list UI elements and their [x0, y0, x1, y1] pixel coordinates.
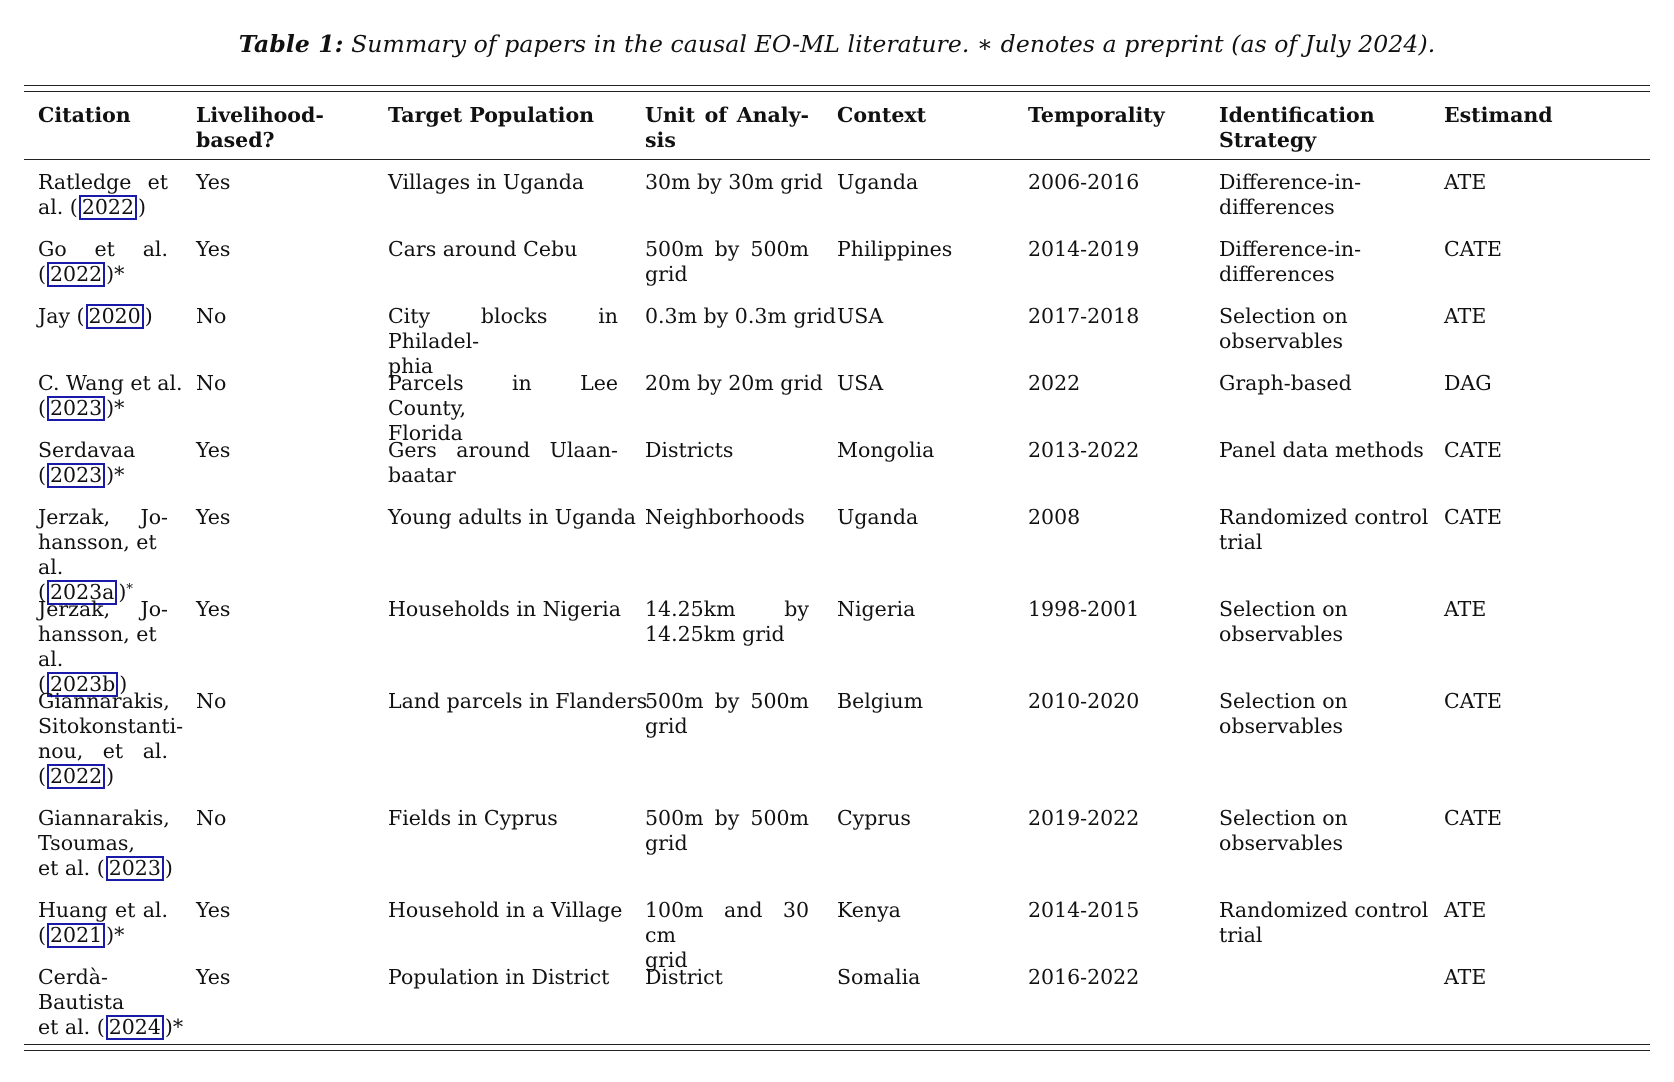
bottom-rule: [24, 1044, 1650, 1045]
citation-link[interactable]: 2023: [47, 463, 105, 488]
unit-line: grid: [645, 831, 688, 855]
identification-line: observables: [1219, 714, 1344, 738]
row-7-context: Nigeria: [837, 597, 916, 621]
header-unit-line1: Unit of Analy-: [645, 103, 809, 127]
header-target-population: Target Population: [388, 103, 595, 127]
identification-line: Selection on: [1219, 689, 1348, 713]
citation-line: Giannarakis,: [38, 806, 170, 830]
row-2-target: Cars around Cebu: [388, 237, 578, 261]
target-line: baatar: [388, 463, 456, 487]
row-2-citation: [38, 237, 168, 287]
citation-text: et al. (: [38, 1015, 105, 1039]
row-10-livelihood: Yes: [196, 898, 231, 922]
row-8-estimand: CATE: [1444, 689, 1503, 713]
citation-text: )*: [106, 923, 125, 947]
citation-text: ): [106, 764, 115, 788]
unit-line: 14.25km grid: [645, 622, 785, 646]
citation-line: [38, 764, 168, 789]
target-line: Gers around Ulaan-: [388, 438, 618, 462]
citation-text: )*: [106, 396, 125, 420]
row-11-target: Population in District: [388, 965, 610, 989]
row-7-estimand: ATE: [1444, 597, 1487, 621]
row-6-livelihood: Yes: [196, 505, 231, 529]
row-8-identification: [1219, 689, 1348, 739]
row-9-citation: [38, 806, 173, 881]
citation-line: Go et al.: [38, 237, 168, 261]
top-rule: [24, 85, 1650, 86]
identification-line: Difference-in-: [1219, 170, 1362, 194]
row-2-livelihood: Yes: [196, 237, 231, 261]
row-3-livelihood: No: [196, 304, 227, 328]
identification-line: trial: [1219, 530, 1263, 554]
citation-text: (: [38, 262, 46, 286]
row-4-livelihood: No: [196, 371, 227, 395]
row-9-unit: [645, 806, 809, 856]
identification-line: observables: [1219, 831, 1344, 855]
row-8-target: Land parcels in Flanders: [388, 689, 648, 713]
unit-line: grid: [645, 714, 688, 738]
row-11-livelihood: Yes: [196, 965, 231, 989]
row-6-identification: [1219, 505, 1428, 555]
citation-text: (: [38, 764, 46, 788]
citation-line: Jerzak, Jo-: [38, 505, 168, 529]
row-5-context: Mongolia: [837, 438, 935, 462]
bottom-rule-inner: [24, 1050, 1650, 1051]
citation-link[interactable]: 2022: [47, 262, 105, 287]
citation-link[interactable]: 2022: [79, 195, 137, 220]
citation-text: al. (: [38, 195, 78, 219]
citation-text: (: [38, 463, 46, 487]
citation-line: [38, 396, 183, 421]
row-5-identification: Panel data methods: [1219, 438, 1424, 462]
top-rule-inner: [24, 91, 1650, 92]
row-7-temporality: 1998-2001: [1028, 597, 1140, 621]
citation-link[interactable]: 2022: [47, 764, 105, 789]
target-line: Florida: [388, 421, 463, 445]
row-7-livelihood: Yes: [196, 597, 231, 621]
citation-line: [38, 923, 168, 948]
row-3-temporality: 2017-2018: [1028, 304, 1140, 328]
row-4-target: [388, 371, 618, 446]
header-livelihood: [196, 103, 324, 153]
row-3-identification: [1219, 304, 1348, 354]
header-unit-line2: sis: [645, 128, 676, 152]
citation-text: (: [38, 396, 46, 420]
citation-text: ): [137, 195, 146, 219]
row-9-temporality: 2019-2022: [1028, 806, 1140, 830]
row-7-unit: [645, 597, 809, 647]
citation-line: Tsoumas,: [38, 831, 135, 855]
row-5-target: [388, 438, 618, 488]
citation-link[interactable]: 2024: [106, 1015, 164, 1040]
row-10-context: Kenya: [837, 898, 901, 922]
row-8-livelihood: No: [196, 689, 227, 713]
citation-line: Giannarakis,: [38, 689, 170, 713]
row-11-context: Somalia: [837, 965, 921, 989]
row-8-temporality: 2010-2020: [1028, 689, 1140, 713]
citation-text: ): [144, 304, 153, 328]
citation-line: [38, 856, 173, 881]
row-9-target: Fields in Cyprus: [388, 806, 558, 830]
row-10-citation: [38, 898, 168, 948]
identification-line: Randomized control: [1219, 898, 1429, 922]
identification-line: Difference-in-: [1219, 237, 1362, 261]
row-1-identification: [1219, 170, 1361, 220]
row-4-identification: Graph-based: [1219, 371, 1352, 395]
row-1-target: Villages in Uganda: [388, 170, 585, 194]
row-3-citation: [38, 304, 153, 329]
unit-line: grid: [645, 262, 688, 286]
citation-line: hansson, et al.: [38, 622, 157, 671]
row-4-unit: 20m by 20m grid: [645, 371, 823, 395]
row-1-livelihood: Yes: [196, 170, 231, 194]
table-caption: [0, 30, 1674, 58]
row-9-identification: [1219, 806, 1348, 856]
row-5-estimand: CATE: [1444, 438, 1503, 462]
target-line: City blocks in Philadel-: [388, 304, 618, 353]
unit-line: 500m by 500m: [645, 237, 809, 261]
header-rule: [24, 159, 1650, 160]
row-5-unit: Districts: [645, 438, 734, 462]
row-3-estimand: ATE: [1444, 304, 1487, 328]
citation-link[interactable]: 2023: [47, 396, 105, 421]
target-line: phia: [388, 354, 434, 378]
caption-text: Summary of papers in the causal EO-ML literature. ∗ denotes a preprint (as of July 2024).: [351, 30, 1436, 58]
row-5-citation: [38, 438, 135, 488]
target-line: Parcels in Lee County,: [388, 371, 618, 420]
unit-line: 14.25km by: [645, 597, 809, 621]
citation-line: [38, 1015, 183, 1040]
row-2-identification: [1219, 237, 1361, 287]
header-livelihood-line1: Livelihood-: [196, 103, 324, 127]
header-estimand: Estimand: [1444, 103, 1553, 127]
row-7-target: Households in Nigeria: [388, 597, 621, 621]
citation-text: Jay (: [38, 304, 85, 328]
row-10-unit: [645, 898, 809, 973]
header-ident-line2: Strategy: [1219, 128, 1317, 152]
citation-line: [38, 463, 135, 488]
citation-line: Ratledge et: [38, 170, 168, 194]
identification-line: trial: [1219, 923, 1263, 947]
citation-text: ): [164, 856, 173, 880]
identification-line: Selection on: [1219, 806, 1348, 830]
identification-line: Selection on: [1219, 597, 1348, 621]
row-1-context: Uganda: [837, 170, 919, 194]
row-2-estimand: CATE: [1444, 237, 1503, 261]
row-9-estimand: CATE: [1444, 806, 1503, 830]
row-11-citation: [38, 965, 183, 1040]
unit-line: 500m by 500m: [645, 806, 809, 830]
row-8-context: Belgium: [837, 689, 924, 713]
row-10-target: Household in a Village: [388, 898, 623, 922]
identification-line: observables: [1219, 622, 1344, 646]
citation-line: hansson, et al.: [38, 530, 157, 579]
row-4-estimand: DAG: [1444, 371, 1492, 395]
row-10-temporality: 2014-2015: [1028, 898, 1140, 922]
row-3-unit: 0.3m by 0.3m grid: [645, 304, 836, 328]
citation-line: Serdavaa: [38, 438, 136, 462]
citation-line: Bautista: [38, 990, 125, 1014]
row-1-estimand: ATE: [1444, 170, 1487, 194]
citation-text: )*: [164, 1015, 184, 1039]
citation-text: )*: [106, 262, 125, 286]
caption-label: Table 1:: [238, 30, 344, 58]
row-11-temporality: 2016-2022: [1028, 965, 1140, 989]
citation-text: (: [38, 923, 46, 947]
header-context: Context: [837, 103, 927, 127]
row-11-unit: District: [645, 965, 723, 989]
row-4-temporality: 2022: [1028, 371, 1081, 395]
citation-line: Cerdà-: [38, 965, 108, 989]
citation-link[interactable]: 2023: [106, 856, 164, 881]
row-4-context: USA: [837, 371, 884, 395]
row-6-temporality: 2008: [1028, 505, 1081, 529]
row-1-unit: 30m by 30m grid: [645, 170, 823, 194]
header-ident-line1: Identification: [1219, 103, 1375, 127]
row-2-temporality: 2014-2019: [1028, 237, 1140, 261]
header-unit-of-analysis: [645, 103, 809, 153]
citation-link[interactable]: 2021: [47, 923, 105, 948]
citation-text: ): [118, 580, 127, 604]
citation-link[interactable]: 2023b: [47, 672, 118, 697]
header-identification-strategy: [1219, 103, 1375, 153]
preprint-marker: *: [126, 582, 133, 597]
row-6-estimand: CATE: [1444, 505, 1503, 529]
citation-line: Huang et al.: [38, 898, 168, 922]
unit-line: 100m and 30 cm: [645, 898, 809, 947]
citation-text: ): [119, 672, 128, 696]
identification-line: differences: [1219, 262, 1335, 286]
row-4-citation: [38, 371, 183, 421]
row-1-temporality: 2006-2016: [1028, 170, 1140, 194]
row-5-livelihood: Yes: [196, 438, 231, 462]
row-10-identification: [1219, 898, 1428, 948]
row-7-citation: [38, 597, 168, 697]
row-6-target: Young adults in Uganda: [388, 505, 636, 529]
identification-line: differences: [1219, 195, 1335, 219]
citation-text: (: [38, 672, 46, 696]
citation-text: et al. (: [38, 856, 105, 880]
row-2-context: Philippines: [837, 237, 953, 261]
row-7-identification: [1219, 597, 1348, 647]
identification-line: observables: [1219, 329, 1344, 353]
citation-line: [38, 195, 168, 220]
unit-line: 500m by 500m: [645, 689, 809, 713]
header-citation: Citation: [38, 103, 131, 127]
row-8-citation: [38, 689, 184, 789]
citation-line: [38, 262, 168, 287]
row-1-citation: [38, 170, 168, 220]
citation-link[interactable]: 2020: [86, 304, 144, 329]
citation-line: C. Wang et al.: [38, 371, 183, 395]
row-3-context: USA: [837, 304, 884, 328]
row-8-unit: [645, 689, 809, 739]
citation-link[interactable]: 2023a: [47, 580, 117, 605]
citation-text: )*: [106, 463, 125, 487]
unit-line: grid: [645, 948, 688, 972]
row-9-context: Cyprus: [837, 806, 911, 830]
citation-line: nou, et al.: [38, 739, 168, 763]
citation-line: Jerzak, Jo-: [38, 597, 168, 621]
row-6-context: Uganda: [837, 505, 919, 529]
citation-text: (: [38, 580, 46, 604]
row-9-livelihood: No: [196, 806, 227, 830]
citation-line: Sitokonstanti-: [38, 714, 184, 738]
row-6-unit: Neighborhoods: [645, 505, 805, 529]
row-11-estimand: ATE: [1444, 965, 1487, 989]
row-3-target: [388, 304, 618, 379]
row-6-citation: [38, 505, 168, 605]
identification-line: Randomized control: [1219, 505, 1429, 529]
row-10-estimand: ATE: [1444, 898, 1487, 922]
row-5-temporality: 2013-2022: [1028, 438, 1140, 462]
identification-line: Selection on: [1219, 304, 1348, 328]
row-2-unit: [645, 237, 809, 287]
header-livelihood-line2: based?: [196, 128, 275, 152]
header-temporality: Temporality: [1028, 103, 1165, 127]
